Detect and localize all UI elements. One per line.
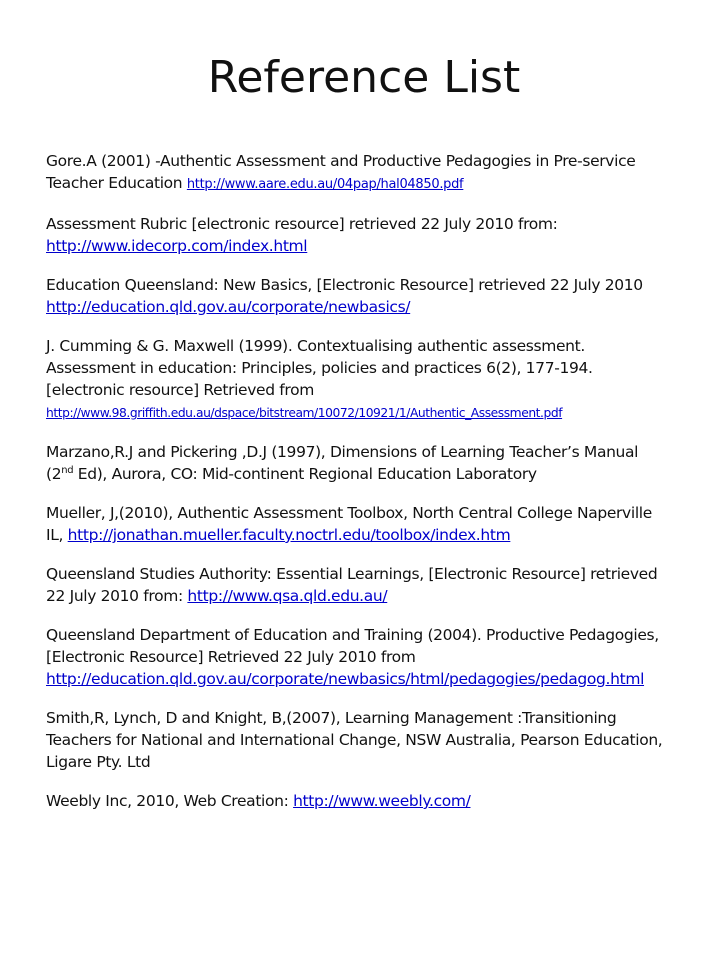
reference-link[interactable]: http://education.qld.gov.au/corporate/newbasics/	[46, 298, 411, 316]
reference-link[interactable]: http://www.weebly.com/	[293, 792, 471, 810]
reference-item-queensland-department	[46, 624, 716, 690]
reference-text: Ed), Aurora, CO: Mid-continent Regional Education Laboratory	[73, 465, 537, 483]
ordinal-superscript: nd	[61, 464, 74, 476]
page-title: Reference List	[207, 52, 521, 103]
reference-item-qsa	[46, 563, 716, 607]
reference-text: Queensland Studies Authority: Essential Learnings, [Electronic Resource] retrieved	[46, 565, 658, 583]
reference-text: Education Queensland: New Basics, [Electronic Resource] retrieved 22 July 2010	[46, 276, 643, 294]
reference-item-smith	[46, 707, 716, 773]
reference-text: (2	[46, 465, 62, 483]
reference-text: Assessment Rubric [electronic resource] retrieved 22 July 2010 from:	[46, 215, 558, 233]
reference-text: Teachers for National and International Change, NSW Australia, Pearson Education,	[46, 731, 663, 749]
reference-item-mueller	[46, 502, 716, 546]
reference-item-gore	[46, 150, 716, 196]
reference-link[interactable]: http://www.idecorp.com/index.html	[46, 237, 308, 255]
reference-link[interactable]: http://www.qsa.qld.edu.au/	[187, 587, 388, 605]
reference-item-cumming-maxwell	[46, 335, 716, 424]
reference-text: Queensland Department of Education and Training (2004). Productive Pedagogies,	[46, 626, 659, 644]
reference-text: J. Cumming & G. Maxwell (1999). Contextualising authentic assessment.	[46, 337, 585, 355]
reference-text: [electronic resource] Retrieved from	[46, 381, 314, 399]
reference-text: [Electronic Resource] Retrieved 22 July 2010 from	[46, 648, 416, 666]
reference-text: IL,	[46, 526, 68, 544]
reference-text: Marzano,R.J and Pickering ,D.J (1997), Dimensions of Learning Teacher’s Manual	[46, 443, 639, 461]
reference-text: Smith,R, Lynch, D and Knight, B,(2007), Learning Management :Transitioning	[46, 709, 617, 727]
reference-link[interactable]: http://www.98.griffith.edu.au/dspace/bitstream/10072/10921/1/Authentic_Assessment.pdf	[46, 406, 563, 420]
reference-item-weebly	[46, 790, 716, 812]
reference-text: Weebly Inc, 2010, Web Creation:	[46, 792, 294, 810]
reference-text: Ligare Pty. Ltd	[46, 753, 151, 771]
reference-text: Teacher Education	[46, 174, 187, 192]
reference-link[interactable]: http://jonathan.mueller.faculty.noctrl.edu/toolbox/index.htm	[67, 526, 511, 544]
reference-link[interactable]: http://www.aare.edu.au/04pap/hal04850.pdf	[186, 177, 464, 192]
reference-text: 22 July 2010 from:	[46, 587, 188, 605]
reference-link[interactable]: http://education.qld.gov.au/corporate/newbasics/html/pedagogies/pedagog.html	[46, 670, 645, 688]
reference-item-education-queensland	[46, 274, 716, 318]
reference-text: Mueller, J,(2010), Authentic Assessment Toolbox, North Central College Naperville	[46, 504, 652, 522]
reference-text: Assessment in education: Principles, policies and practices 6(2), 177-194.	[46, 359, 593, 377]
reference-item-assessment-rubric	[46, 213, 716, 257]
reference-text: Gore.A (2001) -Authentic Assessment and Productive Pedagogies in Pre-service	[46, 152, 636, 170]
reference-item-marzano	[46, 441, 716, 485]
reference-list	[46, 150, 716, 829]
